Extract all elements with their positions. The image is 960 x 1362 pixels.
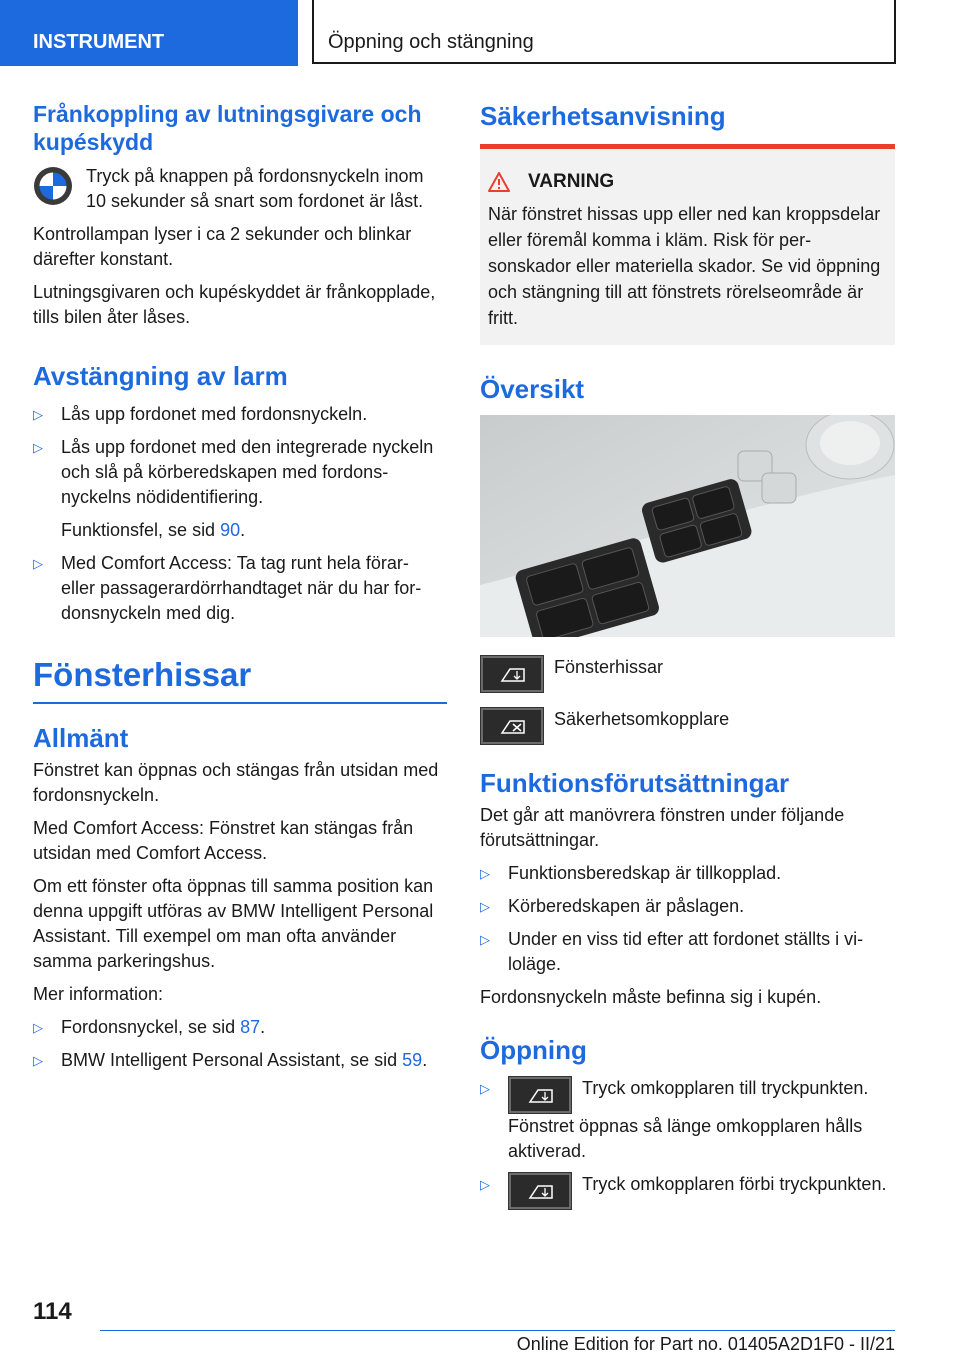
alarm-list <box>33 402 447 510</box>
warning-box <box>480 144 895 345</box>
alarm-list-cont <box>33 551 447 626</box>
triangle-bullet-icon: ▷ <box>33 556 43 571</box>
triangle-bullet-icon: ▷ <box>480 932 490 947</box>
more-info-label: Mer information: <box>33 984 164 1004</box>
conditions-list <box>480 861 895 977</box>
section-tab: INSTRUMENT <box>0 0 298 66</box>
triangle-bullet-icon: ▷ <box>480 1177 490 1192</box>
heading-general: Allmänt <box>33 723 129 753</box>
symbol-safety-switch-label: Säkerhetsomkopplare <box>554 709 730 729</box>
window-switch-symbol-icon <box>480 655 544 693</box>
page-link-87[interactable]: 87 <box>240 1017 261 1037</box>
heading-overview: Översikt <box>480 374 585 404</box>
general-text-2: Med Comfort Access: Fönstret kan stängas från utsidan med Comfort Access. <box>33 818 414 863</box>
window-switch-symbol-icon <box>508 1172 572 1210</box>
open-step-1-line-1: Tryck omkopplaren till tryckpunkten. <box>582 1078 869 1098</box>
more-info-list <box>33 1015 447 1073</box>
triangle-bullet-icon: ▷ <box>33 407 43 422</box>
warning-text: När fönstret hissas upp eller ned kan kroppsdelar eller föremål komma i kläm. Risk för personskador eller materiella skador. Se vid öppning och stängning till att fönstrets rörelseområde är fritt. <box>488 204 881 328</box>
symbol-window-lifters <box>480 655 895 693</box>
triangle-bullet-icon: ▷ <box>480 899 490 914</box>
chapter-heading-wrap <box>33 654 447 704</box>
footer-divider <box>100 1330 895 1331</box>
list-item: ▷ Under en viss tid efter att fordonet ställts i viloläge. <box>480 927 895 977</box>
list-item: ▷ BMW Intelligent Personal Assistant, se sid 59. <box>33 1048 447 1073</box>
press-key-text: Tryck på knappen på fordonsnyckeln inom 10 sekunder så snart som fordonet är låst. <box>86 166 424 211</box>
safety-switch-symbol-icon <box>480 707 544 745</box>
left-column <box>33 100 447 1081</box>
heading-disconnect-sensor: Frånkoppling av lutningsgivare och kupéskydd <box>33 101 422 155</box>
triangle-bullet-icon: ▷ <box>480 866 490 881</box>
open-step-2-text: Tryck omkopplaren förbi tryckpunkten. <box>582 1174 887 1194</box>
triangle-bullet-icon: ▷ <box>33 1020 43 1035</box>
heading-opening: Öppning <box>480 1035 587 1065</box>
list-item <box>480 1172 895 1210</box>
opening-list <box>480 1076 895 1210</box>
malfunction-ref: Funktionsfel, se sid 90. <box>61 520 246 540</box>
page-link-59[interactable]: 59 <box>402 1050 423 1070</box>
chapter-title: Öppning och stängning <box>312 0 896 64</box>
list-item: ▷ Lås upp fordonet med fordonsnyckeln. <box>33 402 447 427</box>
list-item: ▷ Med Comfort Access: Ta tag runt hela förar- eller passagerardörrhandtaget när du har fordonsnyckeln med dig. <box>33 551 447 626</box>
list-item: ▷ Lås upp fordonet med den integrerade nyckeln och slå på körberedskapen med fordonsnyckelns nödidentifiering. <box>33 435 447 510</box>
right-column <box>480 100 895 1218</box>
heading-windows: Fönsterhissar <box>33 656 252 693</box>
key-inside-text: Fordonsnyckeln måste befinna sig i kupén. <box>480 987 822 1007</box>
list-item <box>480 1076 895 1164</box>
page-header <box>0 0 960 66</box>
bmw-key-button-icon <box>33 166 73 206</box>
symbol-safety-switch <box>480 707 895 745</box>
open-step-1-line-2: Fönstret öppnas så länge omkopplaren hålls aktiverad. <box>508 1116 863 1161</box>
list-item: ▷ Funktionsberedskap är tillkopplad. <box>480 861 895 886</box>
warning-triangle-icon <box>488 172 510 192</box>
window-switch-symbol-icon <box>508 1076 572 1114</box>
conditions-text: Det går att manövrera fönstren under följande förutsättningar. <box>480 805 845 850</box>
heading-safety: Säkerhetsanvisning <box>480 101 726 131</box>
general-text-1: Fönstret kan öppnas och stängas från utsidan med fordonsnyckeln. <box>33 760 439 805</box>
page-link-90[interactable]: 90 <box>220 520 241 540</box>
triangle-bullet-icon: ▷ <box>480 1081 490 1096</box>
page-number: 114 <box>33 1298 72 1325</box>
edition-text: Online Edition for Part no. 01405A2D1F0 - II/21 <box>516 1334 895 1354</box>
heading-alarm-off: Avstängning av larm <box>33 361 288 391</box>
sensor-off-text: Lutningsgivaren och kupéskyddet är frånkopplade, tills bilen åter låses. <box>33 282 436 327</box>
triangle-bullet-icon: ▷ <box>33 440 43 455</box>
general-text-3: Om ett fönster ofta öppnas till samma position kan denna uppgift utföras av BMW Intelligent Personal Assistant. Till exempel om man ofta använder samma parkeringshus. <box>33 876 434 971</box>
heading-conditions: Funktionsförutsättningar <box>480 768 790 798</box>
warning-title: VARNING <box>528 171 615 192</box>
window-switch-panel-photo <box>480 415 895 637</box>
list-item: ▷ Körberedskapen är påslagen. <box>480 894 895 919</box>
symbol-window-lifters-label: Fönsterhissar <box>554 657 664 677</box>
list-item: ▷ Fordonsnyckel, se sid 87. <box>33 1015 447 1040</box>
key-button-instruction <box>33 164 447 214</box>
triangle-bullet-icon: ▷ <box>33 1053 43 1068</box>
lamp-text: Kontrollampan lyser i ca 2 sekunder och blinkar därefter konstant. <box>33 224 412 269</box>
